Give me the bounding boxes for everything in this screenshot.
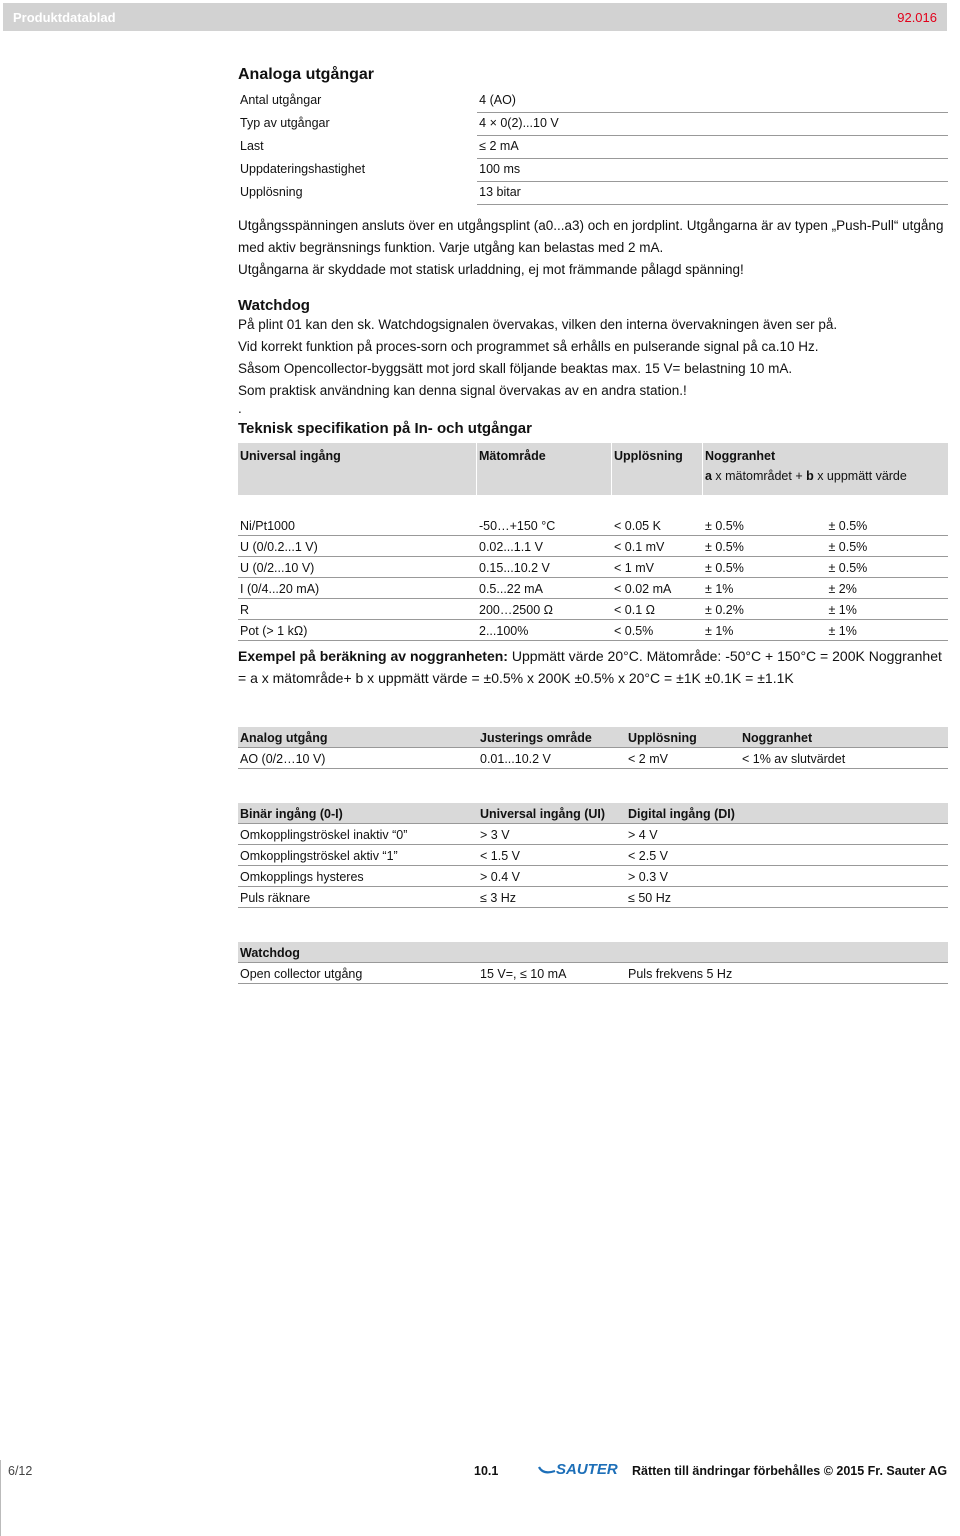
binary-cell: > 0.4 V [476, 866, 624, 887]
binary-table [238, 803, 948, 908]
spec-cell: ± 0.5% [703, 515, 826, 536]
spec-table [238, 443, 948, 641]
analog-row [238, 182, 948, 205]
spec-cell: 200…2500 Ω [477, 599, 612, 620]
section-title-watchdog: Watchdog [238, 297, 310, 314]
analog-label: Typ av utgångar [240, 115, 330, 130]
analog-label: Uppdateringshastighet [240, 161, 366, 176]
analog-label: Antal utgångar [240, 93, 322, 107]
binary-cell: ≤ 3 Hz [476, 887, 624, 908]
page-header [3, 3, 947, 31]
ao-header-resolution: Upplösning [624, 727, 738, 748]
spec-cell: Pot (> 1 kΩ) [238, 620, 477, 641]
analog-row [238, 159, 948, 182]
spec-cell: < 0.02 mA [612, 578, 703, 599]
footer-divider [0, 1460, 1, 1536]
binary-cell: Omkopplingströskel aktiv “1” [238, 845, 476, 866]
spec-accuracy-title: Noggranhet [705, 449, 776, 463]
wd-header: Watchdog [238, 942, 948, 963]
spec-row [238, 578, 948, 599]
version-number: 10.1 [474, 1464, 499, 1478]
binary-cell: > 3 V [476, 824, 624, 845]
spec-cell: -50…+150 °C [477, 515, 612, 536]
analog-row [238, 136, 948, 159]
spec-cell: 0.02...1.1 V [477, 536, 612, 557]
binary-cell: Omkopplingströskel inaktiv “0” [238, 824, 476, 845]
analog-value: 4 × 0(2)...10 V [477, 113, 948, 136]
formula-mid: x mätområdet + [711, 469, 807, 483]
ao-cell-resolution: < 2 mV [624, 748, 738, 769]
spec-row [238, 599, 948, 620]
analog-value: 13 bitar [477, 182, 948, 205]
spec-cell: ± 0.5% [826, 515, 948, 536]
spec-row [238, 557, 948, 578]
spec-cell: ± 1% [826, 599, 948, 620]
page-number: 6/12 [8, 1464, 33, 1478]
ao-header-accuracy: Noggranhet [738, 727, 948, 748]
binary-header: Binär ingång (0-I) [238, 803, 476, 824]
spec-cell: ± 0.2% [703, 599, 826, 620]
main-content [238, 66, 948, 984]
binary-header: Digital ingång (DI) [624, 803, 948, 824]
analog-value: 100 ms [477, 159, 948, 182]
spec-cell: Ni/Pt1000 [238, 515, 477, 536]
analog-table [238, 90, 948, 205]
watchdog-line-3: Såsom Opencollector-byggsätt mot jord skall följande beaktas max. 15 V= belastning 10 mA. [238, 361, 793, 376]
doc-number: 92.016 [897, 9, 937, 25]
spec-header-ui: Universal ingång [238, 443, 477, 495]
spec-cell: ± 1% [703, 578, 826, 599]
binary-cell: Omkopplings hysteres [238, 866, 476, 887]
binary-cell: > 0.3 V [624, 866, 948, 887]
formula-end: x uppmätt värde [813, 469, 907, 483]
watchdog-line-2: Vid korrekt funktion på proces-sorn och programmet så erhålls en pulserande signal på ca.10 Hz. [238, 339, 819, 354]
spec-cell: ± 1% [826, 620, 948, 641]
spec-header-range: Mätområde [477, 443, 612, 495]
spec-cell: < 0.1 mV [612, 536, 703, 557]
ao-cell-output: AO (0/2…10 V) [238, 748, 476, 769]
spec-row [238, 620, 948, 641]
spec-cell: ± 0.5% [703, 557, 826, 578]
spec-header-accuracy [703, 443, 949, 495]
analog-value: 4 (AO) [477, 90, 948, 113]
spec-cell: ± 0.5% [703, 536, 826, 557]
ao-header-output: Analog utgång [238, 727, 476, 748]
example-title: Exempel på beräkning av noggranheten: [238, 648, 508, 664]
ao-cell-accuracy: < 1% av slutvärdet [738, 748, 948, 769]
formula-b: b [806, 469, 814, 483]
sauter-logo [538, 1461, 618, 1478]
binary-cell: < 1.5 V [476, 845, 624, 866]
section-title-analog: Analoga utgångar [238, 66, 375, 83]
spec-cell: 0.15...10.2 V [477, 557, 612, 578]
binary-cell: < 2.5 V [624, 845, 948, 866]
example-text: Uppmätt värde 20°C. Mätområde: -50°C + 150°C = 200K Noggranhet = a x mätområde+ b x uppmätt värde = ±0.5% x 200K ±0.5% x 20°C = ±1K ±0.1K = ±1.1K [238, 648, 942, 686]
ao-header-range: Justerings område [476, 727, 624, 748]
ao-table [238, 727, 948, 769]
analog-label: Last [240, 138, 264, 153]
spec-cell: U (0/0.2...1 V) [238, 536, 477, 557]
ao-cell-range: 0.01...10.2 V [476, 748, 624, 769]
watchdog-line-5: . [238, 401, 242, 416]
spec-cell: < 0.1 Ω [612, 599, 703, 620]
spec-cell: R [238, 599, 477, 620]
formula-a: a [705, 469, 712, 483]
binary-header: Universal ingång (UI) [476, 803, 624, 824]
wd-cell-type: Open collector utgång [238, 963, 476, 984]
binary-row [238, 824, 948, 845]
binary-row [238, 866, 948, 887]
spec-cell: ± 1% [703, 620, 826, 641]
section-title-spec: Teknisk specifikation på In- och utgångar [238, 420, 532, 437]
logo-text: SAUTER [556, 1461, 618, 1478]
spec-spacer [238, 495, 948, 515]
watchdog-line-4: Som praktisk användning kan denna signal övervakas av en andra station.! [238, 383, 687, 398]
spec-cell: < 0.5% [612, 620, 703, 641]
spec-cell: I (0/4...20 mA) [238, 578, 477, 599]
wd-cell-frequency: Puls frekvens 5 Hz [624, 963, 948, 984]
watchdog-table [238, 942, 948, 984]
example-calculation [238, 645, 948, 689]
binary-header-row [238, 803, 948, 824]
analog-label: Upplösning [240, 184, 303, 199]
spec-cell: ± 2% [826, 578, 948, 599]
analog-paragraph-2: Utgångarna är skyddade mot statisk urladdning, ej mot främmande pålagd spänning! [238, 262, 744, 277]
spec-cell: ± 0.5% [826, 557, 948, 578]
binary-cell: ≤ 50 Hz [624, 887, 948, 908]
spec-header-resolution: Upplösning [612, 443, 703, 495]
binary-cell: > 4 V [624, 824, 948, 845]
wd-cell-load: 15 V=, ≤ 10 mA [476, 963, 624, 984]
spec-cell: < 1 mV [612, 557, 703, 578]
doc-type: Produktdatablad [13, 9, 116, 25]
spec-cell: 2...100% [477, 620, 612, 641]
sauter-swoosh-icon [538, 1464, 556, 1476]
spec-cell: < 0.05 K [612, 515, 703, 536]
spec-cell: U (0/2...10 V) [238, 557, 477, 578]
watchdog-line-1: På plint 01 kan den sk. Watchdogsignalen övervakas, vilken den interna övervakningen även ser på. [238, 317, 838, 332]
analog-row [238, 90, 948, 113]
spec-cell: 0.5...22 mA [477, 578, 612, 599]
analog-value: ≤ 2 mA [477, 136, 948, 159]
spec-row [238, 536, 948, 557]
spec-accuracy-formula [705, 469, 946, 483]
analog-row [238, 113, 948, 136]
spec-row [238, 515, 948, 536]
binary-cell: Puls räknare [238, 887, 476, 908]
binary-row [238, 845, 948, 866]
analog-paragraph-1: Utgångsspänningen ansluts över en utgångsplint (a0...a3) och en jordplint. Utgångarna är av typen „Push-Pull“ utgång med aktiv begränsnings funktion. Varje utgång kan belastas med 2 mA. [238, 218, 944, 255]
copyright: Rätten till ändringar förbehålles © 2015 Fr. Sauter AG [632, 1464, 948, 1478]
binary-row [238, 887, 948, 908]
spec-cell: ± 0.5% [826, 536, 948, 557]
